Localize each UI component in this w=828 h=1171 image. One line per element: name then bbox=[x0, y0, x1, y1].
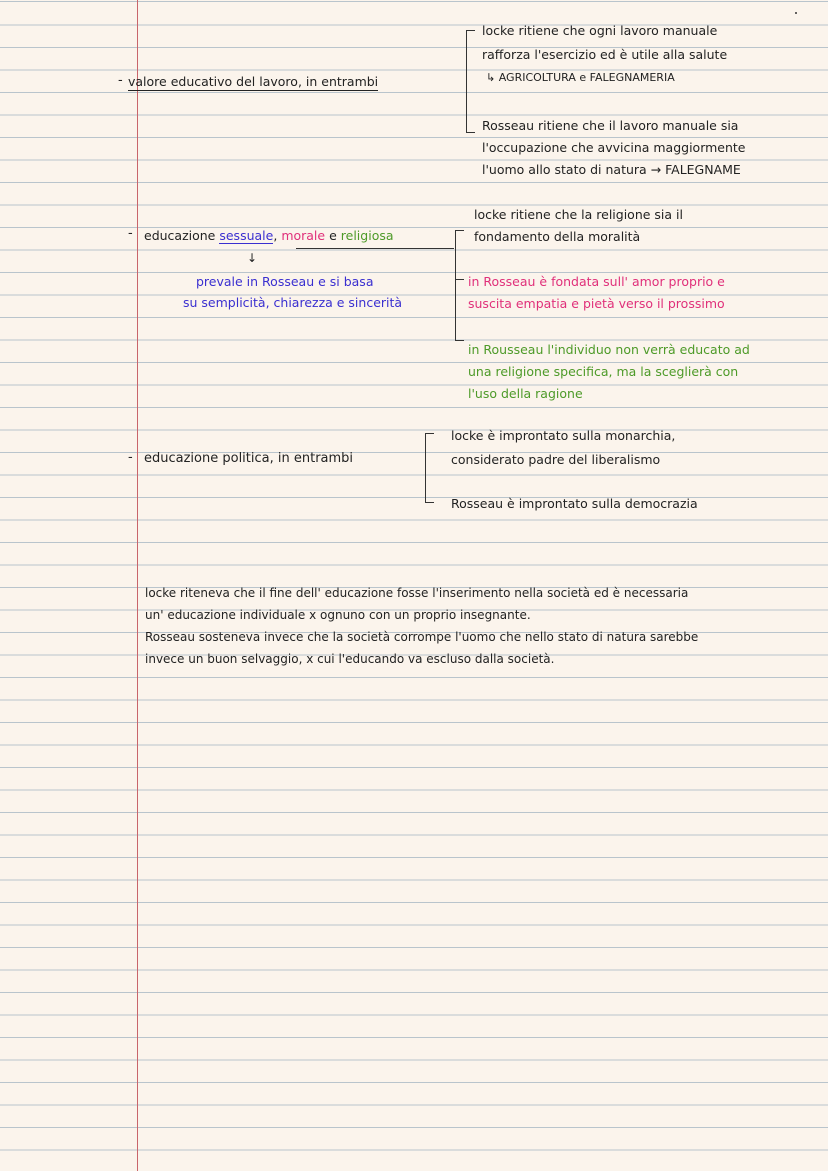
topic-politica: educazione politica, in entrambi bbox=[144, 451, 354, 466]
note-rousseau-line2: su semplicità, chiarezza e sincerità bbox=[183, 295, 403, 310]
rousseau-religione-green-line3: l'uso della ragione bbox=[468, 386, 583, 401]
locke-lavoro-line3: ↳ AGRICOLTURA e FALEGNAMERIA bbox=[486, 71, 675, 84]
locke-religione-line1: locke ritiene che la religione sia il bbox=[474, 207, 683, 222]
conclusion-line1: locke riteneva che il fine dell' educazione fosse l'inserimento nella società ed è necessaria bbox=[145, 586, 689, 600]
rousseau-religione-green-line2: una religione specifica, ma la sceglierà con bbox=[468, 364, 739, 379]
note-rousseau-line1: prevale in Rosseau e si basa bbox=[196, 274, 374, 289]
bullet-dash: - bbox=[128, 450, 133, 465]
rousseau-politica-line1: Rosseau è improntato sulla democrazia bbox=[451, 496, 698, 511]
topic-lavoro: valore educativo del lavoro, in entrambi bbox=[128, 74, 379, 89]
bracket-tick bbox=[455, 279, 464, 280]
rousseau-religione-pink-line1: in Rosseau è fondata sull' amor proprio e bbox=[468, 274, 725, 289]
bracket-religione bbox=[455, 230, 456, 341]
word-morale: morale bbox=[281, 228, 326, 243]
locke-lavoro-line1: locke ritiene che ogni lavoro manuale bbox=[482, 23, 718, 38]
topic-religione-prefix: educazione bbox=[144, 228, 216, 243]
bracket-lavoro bbox=[466, 30, 467, 133]
underline-religione bbox=[296, 248, 454, 249]
bullet-dash: - bbox=[128, 226, 133, 241]
margin-line bbox=[137, 0, 138, 1171]
word-e: e bbox=[329, 228, 337, 243]
ink-dot bbox=[795, 12, 797, 14]
bracket-tick bbox=[425, 502, 434, 503]
conclusion-line4: invece un buon selvaggio, x cui l'educando va escluso dalla società. bbox=[145, 652, 555, 666]
conclusion-line2: un' educazione individuale x ognuno con un proprio insegnante. bbox=[145, 608, 531, 622]
bracket-tick bbox=[425, 433, 434, 434]
bracket-tick bbox=[466, 30, 475, 31]
rousseau-religione-green-line1: in Rousseau l'individuo non verrà educato ad bbox=[468, 342, 750, 357]
bracket-tick bbox=[466, 132, 475, 133]
topic-religione bbox=[144, 228, 394, 244]
word-comma: , bbox=[273, 228, 278, 243]
rousseau-religione-pink-line2: suscita empatia e pietà verso il prossimo bbox=[468, 296, 725, 311]
bracket-tick bbox=[455, 230, 464, 231]
locke-politica-line2: considerato padre del liberalismo bbox=[451, 452, 661, 467]
arrow-down-icon: ↓ bbox=[247, 251, 258, 265]
conclusion-line3: Rosseau sosteneva invece che la società corrompe l'uomo che nello stato di natura sarebbe bbox=[145, 630, 699, 644]
word-sessuale: sessuale bbox=[219, 228, 274, 243]
rousseau-lavoro-line2: l'occupazione che avvicina maggiormente bbox=[482, 140, 746, 155]
rousseau-lavoro-line3: l'uomo allo stato di natura → FALEGNAME bbox=[482, 162, 741, 177]
locke-politica-line1: locke è improntato sulla monarchia, bbox=[451, 428, 676, 443]
rousseau-lavoro-line1: Rosseau ritiene che il lavoro manuale sia bbox=[482, 118, 739, 133]
bracket-tick bbox=[455, 340, 464, 341]
bullet-dash: - bbox=[118, 73, 123, 88]
locke-lavoro-line2: rafforza l'esercizio ed è utile alla salute bbox=[482, 47, 728, 62]
bracket-politica bbox=[425, 433, 426, 503]
word-religiosa: religiosa bbox=[340, 228, 394, 243]
locke-religione-line2: fondamento della moralità bbox=[474, 229, 641, 244]
